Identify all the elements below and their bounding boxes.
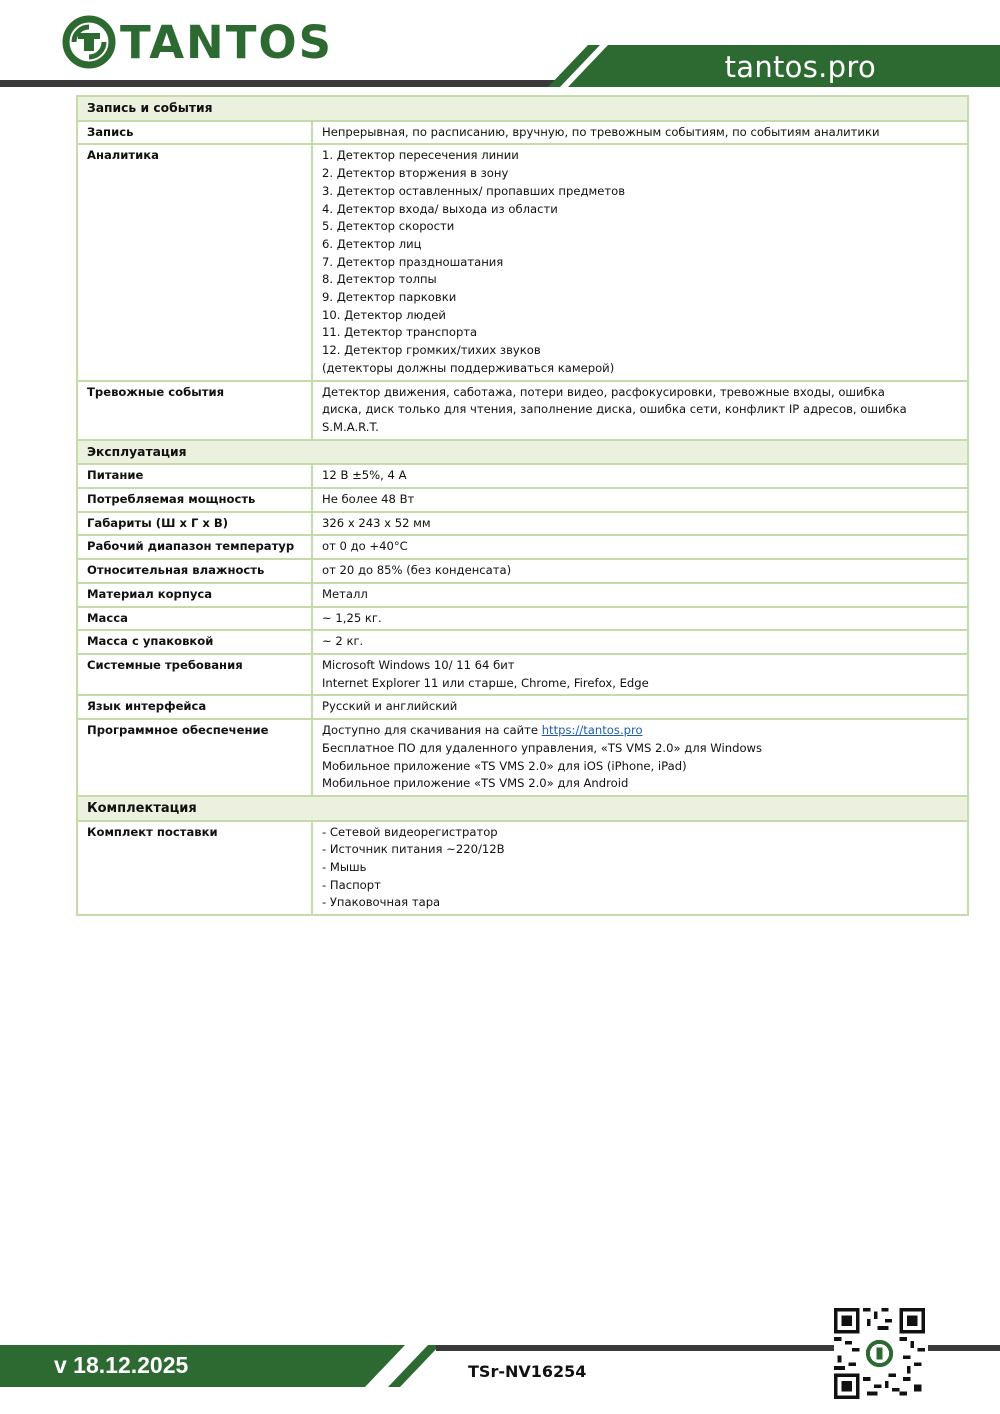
table-row: [77, 821, 968, 916]
row-value: Русский и английский: [312, 695, 968, 719]
analytics-line: 5. Детектор скорости: [322, 219, 455, 234]
system-line: Internet Explorer 11 или старше, Chrome, Firefox, Edge: [322, 675, 649, 690]
analytics-line: 10. Детектор людей: [322, 307, 446, 322]
row-key: Комплект поставки: [77, 821, 312, 916]
row-key: Системные требования: [77, 654, 312, 695]
row-key: Относительная влажность: [77, 559, 312, 583]
analytics-note: (детекторы должны поддерживаться камерой): [322, 360, 615, 375]
section-title: Запись и события: [77, 96, 968, 121]
package-line: - Упаковочная тара: [322, 895, 441, 910]
row-value: 12 В ±5%, 4 А: [312, 464, 968, 488]
row-key: Аналитика: [77, 144, 312, 380]
table-row: [77, 583, 968, 607]
table-row: [77, 512, 968, 536]
row-key: Питание: [77, 464, 312, 488]
package-line: - Мышь: [322, 860, 367, 875]
table-row: [77, 464, 968, 488]
analytics-line: 11. Детектор транспорта: [322, 325, 478, 340]
table-row: [77, 488, 968, 512]
download-text: Доступно для скачивания на сайте: [322, 723, 542, 738]
package-line: - Паспорт: [322, 877, 381, 892]
row-value: Металл: [312, 583, 968, 607]
package-line: - Источник питания ~220/12В: [322, 842, 505, 857]
section-header-operation: [77, 440, 968, 465]
table-row: [77, 535, 968, 559]
row-key: Тревожные события: [77, 381, 312, 440]
row-value: 326 х 243 х 52 мм: [312, 512, 968, 536]
row-value: Не более 48 Вт: [312, 488, 968, 512]
table-row: [77, 607, 968, 631]
row-key: Материал корпуса: [77, 583, 312, 607]
row-value: от 0 до +40°С: [312, 535, 968, 559]
analytics-line: 7. Детектор праздношатания: [322, 254, 504, 269]
table-row: [77, 654, 968, 695]
row-key: Рабочий диапазон температур: [77, 535, 312, 559]
row-key: Запись: [77, 121, 312, 145]
download-line: [322, 722, 959, 740]
analytics-line: 12. Детектор громких/тихих звуков: [322, 343, 541, 358]
row-key: Масса: [77, 607, 312, 631]
software-line: Мобильное приложение «TS VMS 2.0» для iOS (iPhone, iPad): [322, 758, 687, 773]
analytics-line: 4. Детектор входа/ выхода из области: [322, 201, 558, 216]
row-value: [312, 821, 968, 916]
row-value: [312, 654, 968, 695]
table-row: [77, 144, 968, 380]
table-row: [77, 719, 968, 796]
row-value: Непрерывная, по расписанию, вручную, по тревожным событиям, по событиям аналитики: [312, 121, 968, 145]
software-line: Мобильное приложение «TS VMS 2.0» для Android: [322, 776, 629, 791]
row-key: Габариты (Ш х Г х В): [77, 512, 312, 536]
section-header-recording: [77, 96, 968, 121]
analytics-line: 3. Детектор оставленных/ пропавших предметов: [322, 183, 626, 198]
analytics-line: 9. Детектор парковки: [322, 290, 457, 305]
analytics-line: 2. Детектор вторжения в зону: [322, 166, 509, 181]
alarms-line: Детектор движения, саботажа, потери видео, расфокусировки, тревожные входы, ошибка: [322, 384, 885, 399]
site-url[interactable]: tantos.pro: [724, 50, 876, 84]
analytics-line: 8. Детектор толпы: [322, 272, 437, 287]
download-link[interactable]: https://tantos.pro: [541, 723, 643, 738]
row-value: от 20 до 85% (без конденсата): [312, 559, 968, 583]
software-line: Бесплатное ПО для удаленного управления, «TS VMS 2.0» для Windows: [322, 740, 763, 755]
alarms-line: диска, диск только для чтения, заполнение диска, ошибка сети, конфликт IP адресов, ошибка: [322, 402, 907, 417]
analytics-line: 1. Детектор пересечения линии: [322, 148, 519, 163]
section-title: Комплектация: [77, 796, 968, 821]
analytics-line: 6. Детектор лиц: [322, 236, 422, 251]
system-line: Microsoft Windows 10/ 11 64 бит: [322, 657, 515, 672]
row-value: [312, 381, 968, 440]
table-row: [77, 695, 968, 719]
row-key: Потребляемая мощность: [77, 488, 312, 512]
brand-name: TANTOS: [120, 15, 334, 69]
tantos-logo-icon: [62, 15, 116, 69]
table-row: [77, 121, 968, 145]
row-value: ~ 1,25 кг.: [312, 607, 968, 631]
tantos-logo[interactable]: [62, 14, 333, 70]
table-row: [77, 630, 968, 654]
row-value: [312, 719, 968, 796]
row-key: Программное обеспечение: [77, 719, 312, 796]
package-line: - Сетевой видеорегистратор: [322, 824, 498, 839]
qr-code-icon[interactable]: [834, 1308, 925, 1399]
version-date: v 18.12.2025: [54, 1352, 189, 1378]
section-header-package: [77, 796, 968, 821]
row-key: Язык интерфейса: [77, 695, 312, 719]
row-value: [312, 144, 968, 380]
model-number: TSr-NV16254: [468, 1362, 587, 1381]
row-value: ~ 2 кг.: [312, 630, 968, 654]
section-title: Эксплуатация: [77, 440, 968, 465]
row-key: Масса с упаковкой: [77, 630, 312, 654]
spec-table: [76, 95, 969, 916]
table-row: [77, 381, 968, 440]
table-row: [77, 559, 968, 583]
alarms-line: S.M.A.R.T.: [322, 419, 379, 434]
